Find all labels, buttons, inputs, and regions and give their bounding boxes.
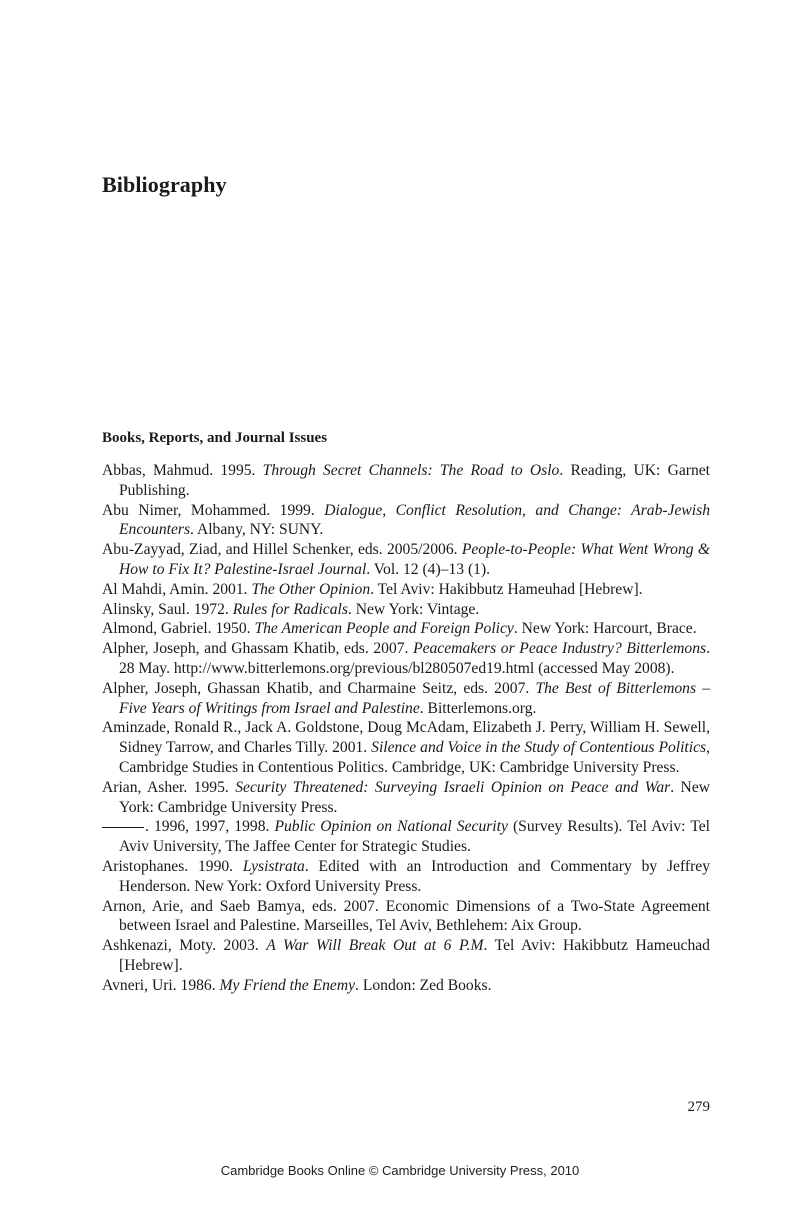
repeated-author-dash — [102, 827, 144, 828]
entry-text: Al Mahdi, Amin. 2001. — [102, 580, 252, 598]
bibliography-entry — [102, 501, 710, 541]
entry-text: . Reading, UK: Garnet Publishing. — [119, 462, 710, 499]
bibliography-entry — [102, 619, 710, 639]
entry-title-italic: The Other Opinion — [251, 580, 371, 598]
entry-title-italic: The American People and Foreign Policy — [254, 620, 514, 638]
footer-credit: Cambridge Books Online © Cambridge University Press, 2010 — [220, 1163, 580, 1178]
entry-text: . Vol. 12 (4)–13 (1). — [366, 560, 491, 578]
entry-title-italic: Lysistrata — [242, 857, 305, 875]
entry-text: Abu Nimer, Mohammed. 1999. — [102, 501, 325, 519]
entry-text: Abbas, Mahmud. 1995. — [102, 462, 263, 479]
bibliography-entry — [102, 817, 710, 857]
entry-title-italic: Silence and Voice in the Study of Contentious Politics — [371, 739, 707, 757]
entry-text: . New York: Vintage. — [347, 600, 480, 618]
entry-text: . New York: Harcourt, Brace. — [513, 620, 697, 638]
bibliography-list — [102, 461, 710, 996]
bibliography-entry — [102, 580, 710, 600]
entry-text: Arnon, Arie, and Saeb Bamya, eds. 2007. Economic Dimensions of a Two-State Agreement between Israel and Palestine. Marseilles, Tel Aviv, Bethlehem: Aix Group. — [102, 897, 710, 935]
bibliography-entry — [102, 976, 710, 996]
entry-title-italic: Peacemakers or Peace Industry? Bitterlemons — [413, 640, 707, 658]
entry-title-italic: Through Secret Channels: The Road to Oslo — [262, 462, 560, 479]
bibliography-entry — [102, 718, 710, 777]
entry-text: , Cambridge Studies in Contentious Politics. Cambridge, UK: Cambridge University Press. — [119, 739, 710, 776]
section-heading: Books, Reports, and Journal Issues — [102, 430, 328, 446]
bibliography-entry — [102, 600, 710, 620]
entry-text: Alpher, Joseph, Ghassan Khatib, and Charmaine Seitz, eds. 2007. — [102, 679, 536, 697]
entry-title-italic: Rules for Radicals — [232, 600, 348, 618]
entry-text: Alinsky, Saul. 1972. — [102, 600, 233, 618]
bibliography-entry — [102, 639, 710, 679]
entry-text: . 1996, 1997, 1998. — [145, 818, 275, 836]
entry-title-italic: People-to-People: What Went Wrong & How to Fix It? Palestine-Israel Journal — [119, 541, 710, 578]
entry-text: Avneri, Uri. 1986. — [102, 976, 220, 994]
entry-text: Almond, Gabriel. 1950. — [102, 620, 255, 638]
entry-text: . New York: Cambridge University Press. — [119, 778, 711, 816]
entry-title-italic: Public Opinion on National Security — [274, 818, 508, 836]
entry-title-italic: My Friend the Enemy — [219, 976, 356, 994]
bibliography-entry — [102, 461, 710, 501]
entry-text: . Albany, NY: SUNY. — [190, 521, 324, 539]
entry-title-italic: Security Threatened: Surveying Israeli Opinion on Peace and War — [235, 778, 671, 796]
bibliography-entry — [102, 540, 710, 580]
entry-title-italic: A War Will Break Out at 6 P.M — [266, 937, 484, 955]
entry-title-italic: The Best of Bitterlemons – Five Years of Writings from Israel and Palestine — [119, 679, 710, 717]
entry-text: . Tel Aviv: Hakibbutz Hameuchad [Hebrew]. — [119, 937, 710, 974]
bibliography-entry — [102, 857, 710, 897]
entry-text: . Tel Aviv: Hakibbutz Hameuhad [Hebrew]. — [370, 580, 643, 598]
entry-text: . London: Zed Books. — [355, 976, 492, 994]
entry-text: Aminzade, Ronald R., Jack A. Goldstone, Doug McAdam, Elizabeth J. Perry, William H. Sewell, Sidney Tarrow, and Charles Tilly. 2001. — [102, 719, 710, 757]
entry-text: Ashkenazi, Moty. 2003. — [102, 937, 267, 955]
page-title: Bibliography — [102, 172, 227, 197]
entry-text: . Edited with an Introduction and Commentary by Jeffrey Henderson. New York: Oxford University Press. — [119, 857, 710, 895]
bibliography-entry — [102, 897, 710, 937]
entry-text: Abu-Zayyad, Ziad, and Hillel Schenker, eds. 2005/2006. — [102, 541, 462, 559]
bibliography-entry — [102, 778, 710, 818]
entry-text: . 28 May. http://www.bitterlemons.org/previous/bl280507ed19.html (accessed May 2008). — [119, 640, 710, 677]
entry-text: Alpher, Joseph, and Ghassam Khatib, eds. 2007. — [102, 640, 414, 658]
page-number: 279 — [687, 1099, 710, 1115]
entry-text: Arian, Asher. 1995. — [102, 778, 236, 796]
bibliography-entry — [102, 936, 710, 976]
entry-text: (Survey Results). Tel Aviv: Tel Aviv University, The Jaffee Center for Strategic Studies. — [119, 818, 711, 856]
entry-text: Aristophanes. 1990. — [102, 857, 243, 875]
entry-title-italic: Dialogue, Conflict Resolution, and Change: Arab-Jewish Encounters — [119, 501, 711, 539]
bibliography-entry — [102, 679, 710, 719]
entry-text: . Bitterlemons.org. — [419, 699, 537, 717]
